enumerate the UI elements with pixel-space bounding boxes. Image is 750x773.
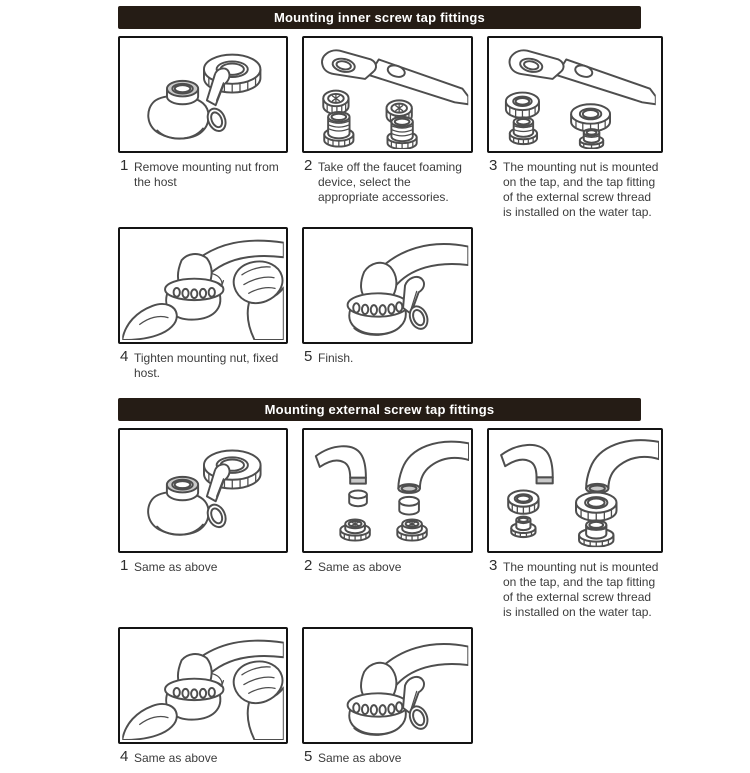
step-illustration-box xyxy=(487,428,663,553)
step-number: 2 xyxy=(304,157,313,174)
step-illustration-box xyxy=(118,36,288,153)
step-caption xyxy=(118,344,288,388)
step-number: 5 xyxy=(304,748,313,765)
step-number: 1 xyxy=(120,157,129,174)
hands-tightening-illustration xyxy=(122,231,284,340)
section-title-banner xyxy=(118,398,641,421)
finished-assembly-illustration xyxy=(306,231,469,340)
step-illustration-box xyxy=(302,428,473,553)
illustration-row xyxy=(118,627,663,744)
step-caption xyxy=(302,344,473,388)
curved-spouts-caps-illustration xyxy=(306,432,469,549)
illustration-row xyxy=(118,227,663,344)
step-text: Tighten mounting nut, fixed host. xyxy=(134,351,279,380)
step-number: 3 xyxy=(489,157,498,174)
caption-row xyxy=(118,553,663,627)
finished-assembly-illustration xyxy=(306,631,469,740)
caption-row xyxy=(118,153,663,227)
step-illustration-box xyxy=(118,227,288,344)
step-number: 1 xyxy=(120,557,129,574)
section-inner-screw xyxy=(118,6,663,388)
step-number: 4 xyxy=(120,748,129,765)
step-caption xyxy=(487,553,663,627)
hands-tightening-illustration xyxy=(122,631,284,740)
step-caption xyxy=(118,553,288,627)
section-title: Mounting external screw tap fittings xyxy=(264,402,495,417)
illustration-row xyxy=(118,428,663,553)
step-caption xyxy=(302,153,473,227)
step-illustration-box xyxy=(302,227,473,344)
content-column xyxy=(118,6,663,773)
caption-row xyxy=(118,744,663,773)
step-text: The mounting nut is mounted on the tap, and the tap fitting of the external screw thread is installed on the water tap. xyxy=(503,160,659,219)
caption-row xyxy=(118,344,663,388)
step-illustration-box xyxy=(487,36,663,153)
step-text: Take off the faucet foaming device, select the appropriate accessories. xyxy=(318,160,462,204)
spouts-aerators-adapters-illustration xyxy=(306,40,469,149)
curved-spouts-nuts-illustration xyxy=(491,432,659,549)
section-external-screw xyxy=(118,398,663,773)
step-text: Same as above xyxy=(318,560,402,574)
step-caption xyxy=(118,153,288,227)
step-text: Same as above xyxy=(318,751,402,765)
step-illustration-box xyxy=(118,428,288,553)
step-caption xyxy=(302,553,473,627)
spouts-nuts-adapters-illustration xyxy=(491,40,659,149)
step-text: The mounting nut is mounted on the tap, and the tap fitting of the external screw thread is installed on the water tap. xyxy=(503,560,659,619)
step-number: 4 xyxy=(120,348,129,365)
step-text: Finish. xyxy=(318,351,354,365)
step-text: Remove mounting nut from the host xyxy=(134,160,279,189)
step-caption xyxy=(487,153,663,227)
step-illustration-box xyxy=(302,627,473,744)
step-illustration-box xyxy=(302,36,473,153)
step-illustration-box xyxy=(118,627,288,744)
section-title: Mounting inner screw tap fittings xyxy=(274,10,485,25)
step-number: 3 xyxy=(489,557,498,574)
step-text: Same as above xyxy=(134,560,218,574)
mounting-nut-and-host-illustration xyxy=(122,432,284,549)
illustration-row xyxy=(118,36,663,153)
step-caption xyxy=(118,744,288,773)
section-title-banner xyxy=(118,6,641,29)
step-number: 2 xyxy=(304,557,313,574)
step-caption xyxy=(302,744,473,773)
step-number: 5 xyxy=(304,348,313,365)
step-text: Same as above xyxy=(134,751,218,765)
mounting-nut-and-host-illustration xyxy=(122,40,284,149)
